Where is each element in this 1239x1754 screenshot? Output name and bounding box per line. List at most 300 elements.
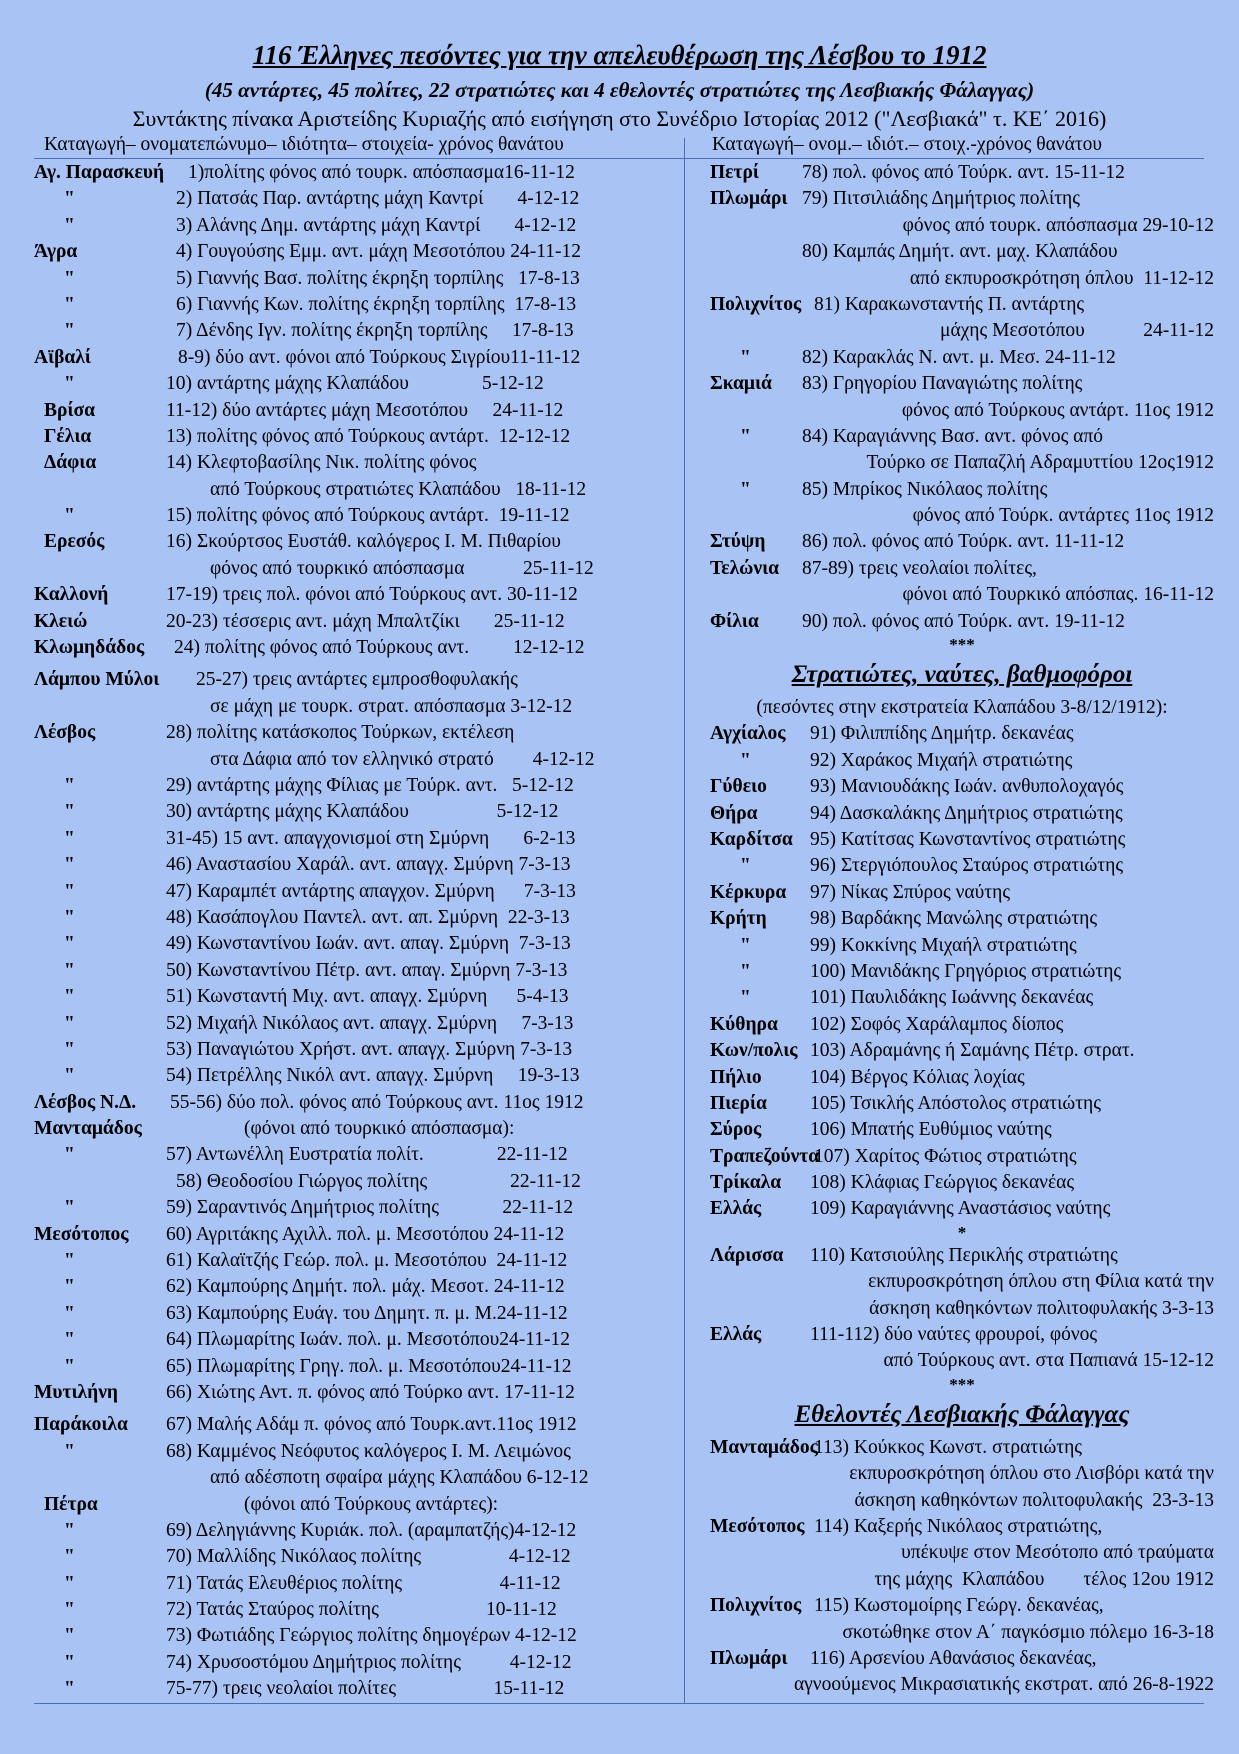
entry-text: 103) Αδραμάνης ή Σαμάνης Πέτρ. στρατ. (810, 1040, 1135, 1062)
list-item (34, 826, 654, 852)
entry-text: 51) Κωνσταντή Μιχ. αντ. απαγχ. Σμύρνη 5-4-13 (166, 986, 569, 1008)
entry-text: 113) Κούκκος Κωνστ. στρατιώτης (814, 1436, 1083, 1458)
right-column (702, 160, 1222, 1699)
list-item (34, 239, 654, 265)
list-item (702, 1296, 1222, 1322)
entry-text: 64) Πλωμαρίτης Ιωάν. πολ. μ. Μεσοτόπου24-11-12 (166, 1329, 571, 1351)
entry-text: 10) αντάρτης μάχης Κλαπάδου 5-12-12 (166, 373, 544, 395)
entry-text: (φόνοι από τουρκικό απόσπασμα): (244, 1118, 515, 1140)
entry-text: εκπυροσκρότηση όπλου στο Λισβόρι κατά την (849, 1463, 1214, 1485)
origin-label: Πέτρα (44, 1493, 98, 1515)
origin-label: " (740, 960, 751, 982)
entry-text: 15) πολίτης φόνος από Τούρκους αντάρτ. 19-11-12 (166, 505, 570, 527)
entry-text: 99) Κοκκίνης Μιχαήλ στρατιώτης (810, 934, 1077, 956)
entry-text: 16) Σκούρτσος Ευστάθ. καλόγερος Ι. Μ. Πιθαρίου (166, 531, 561, 553)
list-item (702, 398, 1222, 424)
list-item (34, 292, 654, 318)
list-item (702, 1117, 1222, 1143)
list-item (702, 1038, 1222, 1064)
list-item (702, 371, 1222, 397)
entry-text: 98) Βαρδάκης Μανώλης στρατιώτης (810, 908, 1098, 930)
entry-text: 87-89) τρεις νεολαίοι πολίτες, (802, 557, 1037, 579)
list-item (702, 424, 1222, 450)
entry-text: 59) Σαραντινός Δημήτριος πολίτης 22-11-12 (166, 1197, 574, 1219)
origin-label: " (64, 1197, 75, 1219)
list-item (702, 609, 1222, 635)
origin-label: Αγχίαλος (710, 723, 786, 745)
list-item (702, 1065, 1222, 1091)
origin-label: Τρίκαλα (710, 1172, 782, 1194)
entry-text: 116) Αρσενίου Αθανάσιος δεκανέας, (810, 1647, 1097, 1669)
list-item (702, 1144, 1222, 1170)
entry-text: 110) Κατσιούλης Περικλής στρατιώτης (810, 1244, 1118, 1266)
entry-text: 13) πολίτης φόνος από Τούρκους αντάρτ. 12-12-12 (166, 425, 571, 447)
entry-text: 102) Σοφός Χαράλαμπος δίοπος (810, 1013, 1064, 1035)
list-item (702, 1567, 1222, 1593)
entry-text: 20-23) τέσσερις αντ. μάχη Μπαλτζίκι 25-11-12 (166, 610, 565, 632)
origin-label: " (64, 1144, 75, 1166)
origin-label: Καρδίτσα (710, 828, 793, 850)
entry-text: 69) Δεληγιάννης Κυριάκ. πολ. (αραμπατζής)4-12-12 (166, 1519, 577, 1541)
origin-label: Γύθειο (710, 776, 767, 798)
entry-text: (φόνοι από Τούρκους αντάρτες): (244, 1493, 499, 1515)
origin-label: Σύρος (710, 1119, 762, 1141)
origin-label: Μεσότοπος (710, 1515, 805, 1537)
entry-text: 25-27) τρεις αντάρτες εμπροσθοφυλακής (196, 669, 518, 691)
entry-text: 106) Μπατής Ευθύμιος ναύτης (810, 1119, 1052, 1141)
entry-text: 78) πολ. φόνος από Τούρκ. αντ. 15-11-12 (802, 162, 1125, 183)
list-item (34, 318, 654, 344)
entry-text: φόνος από Τούρκ. αντάρτες 11ος 1912 (912, 505, 1214, 527)
list-item (34, 345, 654, 371)
origin-label: Μανταμάδος (710, 1436, 818, 1458)
origin-label: " (64, 293, 75, 315)
section-title-volunteers: Εθελοντές Λεσβιακής Φάλαγγας (794, 1400, 1130, 1428)
entry-text: 57) Αντωνέλλη Ευστρατία πολίτ. 22-11-12 (166, 1144, 568, 1166)
entry-text: 84) Καραγιάννης Βασ. αντ. φόνος από (802, 425, 1103, 447)
list-item (702, 1435, 1222, 1461)
entry-text: στα Δάφια από τον ελληνικό στρατό 4-12-12 (210, 748, 595, 770)
list-item (702, 1170, 1222, 1196)
entry-text: 50) Κωνσταντίνου Πέτρ. αντ. απαγ. Σμύρνη 7-3-13 (166, 959, 568, 981)
list-item (702, 853, 1222, 879)
entry-text: από Τούρκους αντ. στα Παπιανά 15-12-12 (883, 1350, 1214, 1372)
list-item (34, 1650, 654, 1676)
origin-label: Τελώνια (710, 557, 780, 579)
entry-text: 96) Στεργιόπουλος Σταύρος στρατιώτης (810, 855, 1124, 877)
origin-label: Δάφια (44, 452, 97, 474)
list-item (34, 958, 654, 984)
list-item (34, 1571, 654, 1597)
origin-label: " (64, 188, 75, 210)
entry-text: 62) Καμπούρης Δημήτ. πολ. μάχ. Μεσοτ. 24-11-12 (166, 1276, 565, 1298)
origin-label: " (740, 987, 751, 1009)
list-item (34, 1142, 654, 1168)
entry-text: φόνοι από Τουρκικό απόσπας. 16-11-12 (902, 584, 1214, 606)
origin-label: Λάμπου Μύλοι (34, 669, 160, 691)
list-item (702, 1646, 1222, 1672)
entry-text: 100) Μανιδάκης Γρηγόριος στρατιώτης (810, 960, 1122, 982)
list-item (34, 905, 654, 931)
origin-label: Θήρα (710, 802, 758, 824)
list-item (702, 1269, 1222, 1295)
entry-text: 83) Γρηγορίου Παναγιώτης πολίτης (802, 373, 1083, 395)
entry-text: 28) πολίτης κατάσκοπος Τούρκων, εκτέλεση (166, 722, 515, 744)
origin-label: " (64, 1546, 75, 1568)
entry-text: 79) Πιτσιλιάδης Δημήτριος πολίτης (802, 188, 1080, 210)
origin-label: " (64, 1572, 75, 1594)
origin-label: Κλωμηδάδος (34, 637, 145, 659)
list-item (34, 1380, 654, 1406)
entry-text: 115) Κωστομοίρης Γεώργ. δεκανέας, (814, 1595, 1104, 1617)
origin-label: " (64, 774, 75, 796)
origin-label: " (64, 986, 75, 1008)
origin-label: " (64, 505, 75, 527)
entry-text: 8-9) δύο αντ. φόνοι από Τούρκους Σιγρίου11-11-12 (178, 346, 581, 368)
list-item (702, 1012, 1222, 1038)
list-item (34, 1011, 654, 1037)
list-item (34, 1439, 654, 1465)
entry-text: 86) πολ. φόνος από Τούρκ. αντ. 11-11-12 (802, 531, 1125, 553)
entry-text: 53) Παναγιώτου Χρήστ. αντ. απαγχ. Σμύρνη 7-3-13 (166, 1038, 573, 1060)
entry-text: 14) Κλεφτοβασίλης Νικ. πολίτης φόνος (166, 452, 477, 474)
list-item (34, 720, 654, 746)
list-item (34, 160, 654, 186)
entry-text: 49) Κωνσταντίνου Ιωάν. αντ. απαγ. Σμύρνη 7-3-13 (166, 933, 571, 955)
list-item (702, 503, 1222, 529)
list-item (34, 529, 654, 555)
separator-stars: *** (949, 1374, 975, 1394)
author-line: Συντάκτης πίνακα Αριστείδης Κυριαζής από εισήγηση στο Συνέδριο Ιστορίας 2012 ("Λεσβιακά" τ. ΚΕ΄ 2016) (132, 106, 1107, 131)
list-item (34, 1222, 654, 1248)
entry-text: 95) Κατίτσας Κωνσταντίνος στρατιώτης (810, 828, 1126, 850)
origin-label: Πολιχνίτος (710, 293, 802, 315)
entry-text: 111-112) δύο ναύτες φρουροί, φόνος (810, 1324, 1098, 1346)
origin-label: Πλωμάρι (710, 188, 788, 210)
entry-text: 66) Χιώτης Αντ. π. φόνος από Τούρκο αντ. 17-11-12 (166, 1381, 575, 1403)
right-column-heading: Καταγωγή– ονομ.– ιδιότ.– στοιχ.-χρόνος θανάτου (712, 134, 1103, 155)
entry-text: 92) Χαράκος Μιχαήλ στρατιώτης (810, 749, 1073, 771)
entry-text: 1)πολίτης φόνος από τουρκ. απόσπασμα16-11-12 (188, 162, 575, 183)
header-rule (34, 158, 1204, 159)
list-item (702, 1540, 1222, 1566)
entry-text: σκοτώθηκε στον Α΄ παγκόσμιο πόλεμο 16-3-18 (842, 1621, 1214, 1643)
entry-text: 73) Φωτιάδης Γεώργιος πολίτης δημογέρων 4-12-12 (166, 1625, 577, 1647)
entry-text: φόνος από Τούρκους αντάρτ. 11ος 1912 (901, 399, 1214, 421)
list-item (34, 1116, 654, 1142)
list-item (34, 477, 654, 503)
entry-text: 58) Θεοδοσίου Γιώργος πολίτης 22-11-12 (176, 1170, 581, 1192)
list-item (34, 1248, 654, 1274)
origin-label: Μανταμάδος (34, 1118, 142, 1140)
list-item (34, 424, 654, 450)
entry-text: 30) αντάρτης μάχης Κλαπάδου 5-12-12 (166, 801, 559, 823)
entry-text: 3) Αλάνης Δημ. αντάρτης μάχη Καντρί 4-12-12 (176, 214, 577, 236)
origin-label: Ελλάς (710, 1198, 762, 1220)
list-item (34, 609, 654, 635)
list-item (34, 1492, 654, 1518)
list-item (702, 801, 1222, 827)
entry-text: 109) Καραγιάννης Αναστάσιος ναύτης (810, 1198, 1111, 1220)
origin-label: Σκαμιά (710, 373, 772, 395)
entry-text: 85) Μπρίκος Νικόλαος πολίτης (802, 478, 1048, 500)
entry-text: 82) Καρακλάς Ν. αντ. μ. Μεσ. 24-11-12 (802, 346, 1116, 368)
list-item (702, 1620, 1222, 1646)
entry-text: 91) Φιλιππίδης Δημήτρ. δεκανέας (810, 723, 1074, 745)
list-item (702, 1514, 1222, 1540)
entry-text: 94) Δασκαλάκης Δημήτριος στρατιώτης (810, 802, 1123, 824)
list-item (34, 1623, 654, 1649)
origin-label: " (64, 214, 75, 236)
origin-label: " (64, 1276, 75, 1298)
entry-text: 75-77) τρεις νεολαίοι πολίτες 15-11-12 (166, 1678, 565, 1700)
entry-text: 11-12) δύο αντάρτες μάχη Μεσοτόπου 24-11-12 (166, 399, 564, 421)
entry-text: 48) Κασάπογλου Παντελ. αντ. απ. Σμύρνη 22-3-13 (166, 906, 570, 928)
origin-label: Παράκοιλα (34, 1414, 128, 1436)
origin-label: " (64, 373, 75, 395)
list-item (702, 556, 1222, 582)
entry-text: 46) Αναστασίου Χαράλ. αντ. απαγχ. Σμύρνη 7-3-13 (166, 854, 571, 876)
list-item (34, 186, 654, 212)
origin-label: Πήλιο (710, 1066, 762, 1088)
list-item (702, 774, 1222, 800)
origin-label: " (64, 1519, 75, 1541)
origin-label: " (740, 855, 751, 877)
entry-text: 108) Κλάφιας Γεώργιος δεκανέας (810, 1172, 1075, 1194)
origin-label: Πολιχνίτος (710, 1595, 802, 1617)
list-item (702, 239, 1222, 265)
entry-text: μάχης Μεσοτόπου 24-11-12 (939, 320, 1214, 342)
list-item (702, 477, 1222, 503)
entry-text: 114) Καξερής Νικόλαος στρατιώτης, (814, 1515, 1103, 1537)
list-item (34, 1274, 654, 1300)
entry-text: 29) αντάρτης μάχης Φίλιας με Τούρκ. αντ. 5-12-12 (166, 774, 574, 796)
list-item (702, 450, 1222, 476)
entry-text: 54) Πετρέλλης Νικόλ αντ. απαγχ. Σμύρνη 19-3-13 (166, 1065, 580, 1087)
origin-label: " (64, 959, 75, 981)
origin-label: " (64, 906, 75, 928)
origin-label: " (64, 1250, 75, 1272)
origin-label: Λάρισσα (710, 1244, 784, 1266)
entry-text: 101) Παυλιδάκης Ιωάννης δεκανέας (810, 987, 1094, 1009)
list-item (702, 880, 1222, 906)
origin-label: Φίλια (710, 610, 759, 632)
list-item (34, 582, 654, 608)
entry-text: 107) Χαρίτος Φώτιος στρατιώτης (814, 1145, 1077, 1167)
list-item (34, 1063, 654, 1089)
entry-text: 60) Αγριτάκης Αχιλλ. πολ. μ. Μεσοτόπου 24-11-12 (166, 1223, 565, 1245)
separator-stars: *** (949, 635, 975, 655)
entry-text: σε μάχη με τουρκ. στρατ. απόσπασμα 3-12-12 (210, 695, 573, 717)
list-item (702, 1461, 1222, 1487)
list-item (702, 721, 1222, 747)
origin-label: Γέλια (44, 425, 92, 447)
origin-label: " (64, 1355, 75, 1377)
entry-text: άσκηση καθηκόντων πολιτοφυλακής 23-3-13 (854, 1489, 1214, 1511)
origin-label: " (64, 854, 75, 876)
origin-label: Ερεσός (44, 531, 105, 553)
entry-text: 90) πολ. φόνος από Τούρκ. αντ. 19-11-12 (802, 610, 1125, 632)
origin-label: Ελλάς (710, 1324, 762, 1346)
entry-text: 81) Καρακωνσταντής Π. αντάρτης (814, 293, 1085, 315)
origin-label: Άγρα (34, 241, 78, 263)
origin-label: Μυτιλήνη (34, 1381, 118, 1403)
entry-text: 7) Δένδης Ιγν. πολίτης έκρηξη τορπίλης 17-8-13 (176, 320, 574, 342)
origin-label: " (740, 478, 751, 500)
list-item (702, 1348, 1222, 1374)
list-item (34, 371, 654, 397)
origin-label: " (64, 320, 75, 342)
entry-text: 31-45) 15 αντ. απαγχονισμοί στη Σμύρνη 6-2-13 (166, 827, 576, 849)
entry-text: 67) Μαλής Αδάμ π. φόνος από Τουρκ.αντ.11ος 1912 (166, 1414, 577, 1436)
list-item (702, 213, 1222, 239)
origin-label: " (64, 1651, 75, 1673)
list-item (34, 1518, 654, 1544)
entry-text: 63) Καμπούρης Ευάγ. του Δημητ. π. μ. Μ.24-11-12 (166, 1302, 568, 1324)
origin-label: " (64, 1440, 75, 1462)
origin-label: Μεσότοπος (34, 1223, 129, 1245)
origin-label: " (64, 267, 75, 289)
list-item (34, 635, 654, 661)
list-item (702, 985, 1222, 1011)
origin-label: " (64, 1065, 75, 1087)
origin-label: Πετρί (710, 162, 759, 183)
list-item (702, 959, 1222, 985)
entry-text: από Τούρκους στρατιώτες Κλαπάδου 18-11-12 (210, 478, 587, 500)
page-title: 116 Έλληνες πεσόντες για την απελευθέρωση της Λέσβου το 1912 (252, 40, 987, 70)
origin-label: " (64, 801, 75, 823)
origin-label: Κων/πολις (710, 1040, 798, 1062)
list-item (702, 1593, 1222, 1619)
origin-label: Κρήτη (710, 908, 767, 930)
entry-text: 52) Μιχαήλ Νικόλαος αντ. απαγχ. Σμύρνη 7-3-13 (166, 1012, 574, 1034)
list-item (34, 1544, 654, 1570)
list-item (34, 694, 654, 720)
list-item (702, 827, 1222, 853)
list-item (34, 879, 654, 905)
list-item (34, 931, 654, 957)
entry-text: εκπυροσκρότηση όπλου στη Φίλια κατά την (868, 1271, 1214, 1293)
list-item (702, 1196, 1222, 1222)
list-item (34, 1169, 654, 1195)
entry-text: 104) Βέργος Κόλιας λοχίας (810, 1066, 1025, 1088)
entry-text: της μάχης Κλαπάδου τέλος 12ου 1912 (874, 1568, 1214, 1590)
origin-label: Καλλονή (34, 584, 109, 606)
list-item (34, 852, 654, 878)
origin-label: " (64, 1038, 75, 1060)
origin-label: " (740, 934, 751, 956)
entry-text: 74) Χρυσοστόμου Δημήτριος πολίτης 4-12-12 (166, 1651, 572, 1673)
list-item (702, 160, 1222, 186)
entry-text: φόνος από τουρκ. απόσπασμα 29-10-12 (902, 214, 1214, 236)
entry-text: 5) Γιαννής Βασ. πολίτης έκρηξη τορπίλης 17-8-13 (176, 267, 580, 289)
origin-label: " (64, 880, 75, 902)
list-item (34, 450, 654, 476)
entry-text: 71) Τατάς Ελευθέριος πολίτης 4-11-12 (166, 1572, 561, 1594)
list-item (702, 748, 1222, 774)
origin-label: " (740, 749, 751, 771)
list-item (34, 1354, 654, 1380)
entry-text: 61) Καλαϊτζής Γεώρ. πολ. μ. Μεσοτόπου 24-11-12 (166, 1250, 568, 1272)
footer-rule (34, 1703, 1204, 1704)
list-item (34, 398, 654, 424)
entry-text: άσκηση καθηκόντων πολιτοφυλακής 3-3-13 (869, 1297, 1214, 1319)
entry-text: 68) Καμμένος Νεόφυτος καλόγερος Ι. Μ. Λειμώνος (166, 1440, 571, 1462)
origin-label: Κλειώ (34, 610, 88, 632)
origin-label: " (64, 1625, 75, 1647)
list-item (34, 213, 654, 239)
origin-label: " (740, 346, 751, 368)
entry-text: αγνοούμενος Μικρασιατικής εκστρατ. από 26-8-1922 (793, 1674, 1214, 1696)
origin-label: Πιερία (710, 1092, 767, 1114)
origin-label: " (64, 1678, 75, 1700)
entry-text: 55-56) δύο πολ. φόνος από Τούρκους αντ. 11ος 1912 (170, 1091, 584, 1113)
separator-stars: * (957, 1222, 967, 1242)
origin-label: " (64, 827, 75, 849)
entry-text: 72) Τατάς Σταύρος πολίτης 10-11-12 (166, 1599, 557, 1621)
list-item (702, 318, 1222, 344)
origin-label: Κέρκυρα (710, 881, 787, 903)
list-item (34, 984, 654, 1010)
list-item (702, 266, 1222, 292)
origin-label: Πλωμάρι (710, 1647, 788, 1669)
origin-label: Κύθηρα (710, 1013, 778, 1035)
origin-label: Βρίσα (44, 399, 95, 421)
origin-label: " (64, 1012, 75, 1034)
entry-text: υπέκυψε στον Μεσότοπο από τραύματα (901, 1542, 1214, 1564)
origin-label: Λέσβος (34, 722, 96, 744)
list-item (34, 1676, 654, 1702)
entry-text: από αδέσποτη σφαίρα μάχης Κλαπάδου 6-12-12 (210, 1467, 589, 1489)
list-item (34, 1327, 654, 1353)
entry-text: 4) Γουγούσης Εμμ. αντ. μάχη Μεσοτόπου 24-11-12 (176, 241, 581, 263)
origin-label: Αϊβαλί (34, 346, 91, 368)
list-item (702, 582, 1222, 608)
entry-text: 65) Πλωμαρίτης Γρηγ. πολ. μ. Μεσοτόπου24-11-12 (166, 1355, 572, 1377)
origin-label: Λέσβος Ν.Δ. (34, 1091, 137, 1113)
list-item (702, 1322, 1222, 1348)
list-item (702, 906, 1222, 932)
origin-label: Τραπεζούντα (710, 1145, 820, 1167)
page-subtitle: (45 αντάρτες, 45 πολίτες, 22 στρατιώτες και 4 εθελοντές στρατιώτες της Λεσβιακής Φάλαγγας) (204, 78, 1035, 102)
entry-text: 6) Γιαννής Κων. πολίτης έκρηξη τορπίλης 17-8-13 (176, 293, 577, 315)
column-divider (684, 138, 685, 1704)
entry-text: 70) Μαλλίδης Νικόλαος πολίτης 4-12-12 (166, 1546, 571, 1568)
list-item (34, 799, 654, 825)
entry-text: 24) πολίτης φόνος από Τούρκους αντ. 12-12-12 (174, 637, 585, 659)
list-item (34, 1301, 654, 1327)
origin-label: " (64, 1599, 75, 1621)
section-subtitle: (πεσόντες στην εκστρατεία Κλαπάδου 3-8/12/1912): (756, 697, 1168, 719)
list-item (34, 503, 654, 529)
origin-label: " (64, 1329, 75, 1351)
origin-label: " (64, 933, 75, 955)
entry-text: 47) Καραμπέτ αντάρτης απαγχον. Σμύρνη 7-3-13 (166, 880, 576, 902)
entry-text: 97) Νίκας Σπύρος ναύτης (810, 881, 1011, 903)
list-item (34, 1037, 654, 1063)
list-item (34, 667, 654, 693)
list-item (702, 1091, 1222, 1117)
list-item (34, 747, 654, 773)
list-item (34, 1465, 654, 1491)
list-item (34, 1195, 654, 1221)
list-item (34, 1412, 654, 1438)
list-item (34, 1597, 654, 1623)
origin-label: " (64, 1302, 75, 1324)
left-column-heading: Καταγωγή– ονοματεπώνυμο– ιδιότητα– στοιχεία- χρόνος θανάτου (44, 134, 564, 155)
entry-text: από εκπυροσκρότηση όπλου 11-12-12 (909, 267, 1214, 289)
entry-text: 105) Τσικλής Απόστολος στρατιώτης (810, 1092, 1101, 1114)
